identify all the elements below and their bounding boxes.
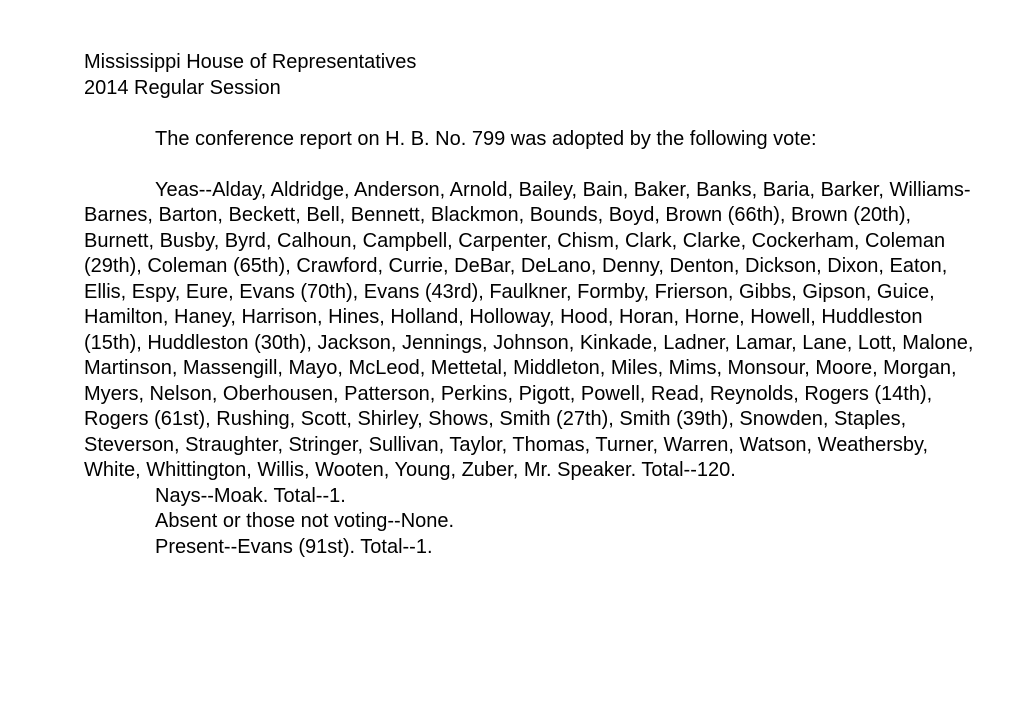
present-line: Present--Evans (91st). Total--1. [155,535,433,558]
session-line: 2014 Regular Session [84,76,281,99]
absent-line: Absent or those not voting--None. [155,510,455,532]
nays-line: Nays--Moak. Total--1. [155,484,346,507]
yeas-paragraph: Yeas--Alday, Aldridge, Anderson, Arnold, Bailey, Bain, Baker, Banks, Baria, Barker, Williams-Barnes, Barton, Beckett, Bell, Bennett, Blackmon, Bounds, Boyd, Brown (66th), Brown (20th), Burnett, Busby, Byrd, Calhoun, Campbell, Carpenter, Chism, Clark, Clarke, Cockerham, Coleman (29th), Coleman (65th), Crawford, Currie, DeBar, DeLano, Denny, Denton, Dickson, Dixon, Eaton, Ellis, Espy, Eure, Evans (70th), Evans (43rd), Faulkner, Formby, Frierson, Gibbs, Gipson, Guice, Hamilton, Haney, Harrison, Hines, Holland, Holloway, Hood, Horan, Horne, Howell, Huddleston (15th), Huddleston (30th), Jackson, Jennings, Johnson, Kinkade, Ladner, Lamar, Lane, Lott, Malone, Martinson, Massengill, Mayo, McLeod, Mettetal, Middleton, Miles, Mims, Monsour, Moore, Morgan, Myers, Nelson, Oberhousen, Patterson, Perkins, Pigott, Powell, Read, Reynolds, Rogers (14th), Rogers (61st), Rushing, Scott, Shirley, Shows, Smith (27th), Smith (39th), Snowden, Staples, Steverson, Straughter, Stringer, Sullivan, Taylor, Thomas, Turner, Warren, Watson, Weathersby, White, Whittington, Willis, Wooten, Young, Zuber, Mr. Speaker. Total--120. [84,178,974,481]
intro-paragraph: The conference report on H. B. No. 799 was adopted by the following vote: [155,127,817,150]
vote-document [84,50,984,560]
document-title: Mississippi House of Representatives [84,51,417,73]
